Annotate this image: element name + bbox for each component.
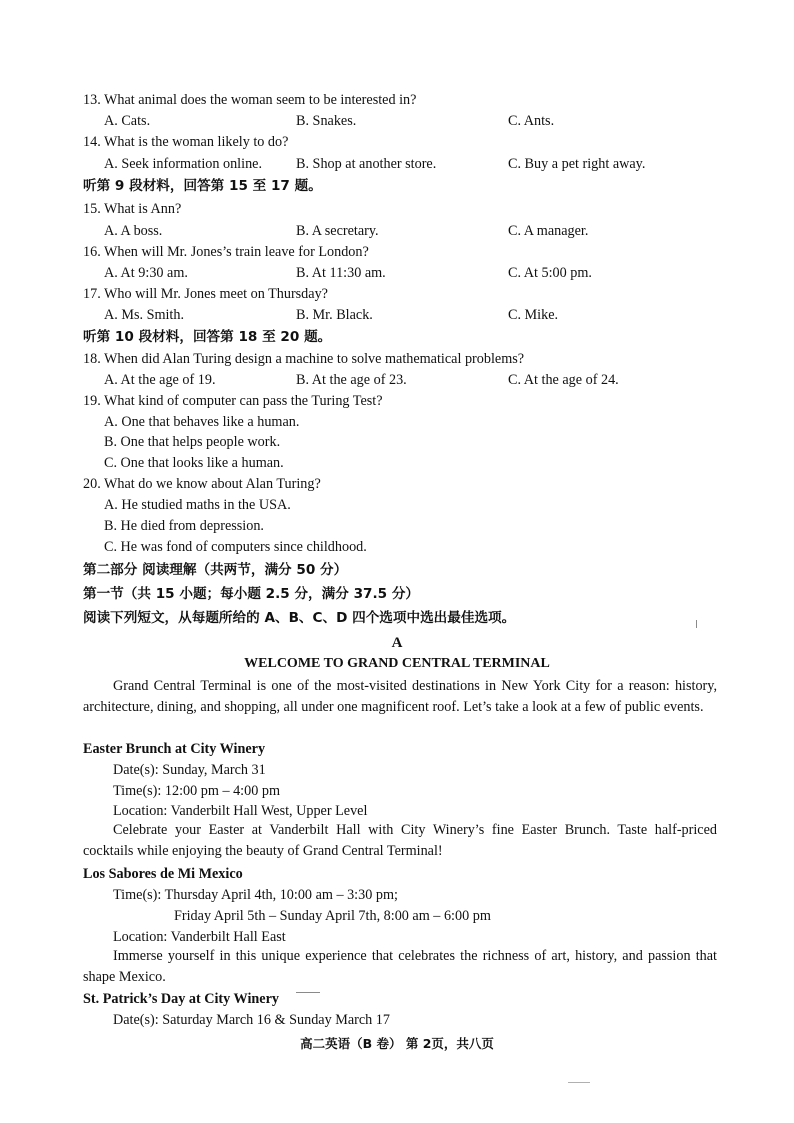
question-15-option-b: B. A secretary.: [296, 223, 379, 239]
reading-instruction: 阅读下列短文，从每题所给的 A、B、C、D 四个选项中选出最佳选项。: [83, 610, 516, 626]
question-13-stem: 13. What animal does the woman seem to be interested in?: [83, 92, 417, 108]
question-18-option-b: B. At the age of 23.: [296, 372, 407, 388]
event-1-times: Time(s): 12:00 pm – 4:00 pm: [113, 783, 280, 799]
question-18-option-a: A. At the age of 19.: [104, 372, 216, 388]
event-1-dates: Date(s): Sunday, March 31: [113, 762, 266, 778]
event-2-description: Immerse yourself in this unique experience that celebrates the richness of art, history, and passion that shape Mexico.: [83, 948, 717, 985]
question-17-option-a: A. Ms. Smith.: [104, 307, 185, 323]
question-15-option-a: A. A boss.: [104, 223, 163, 239]
question-20-stem: 20. What do we know about Alan Turing?: [83, 476, 321, 492]
event-2-times-continued: Friday April 5th – Sunday April 7th, 8:00 am – 6:00 pm: [174, 908, 491, 924]
question-20-option-c: C. He was fond of computers since childhood.: [104, 539, 367, 555]
question-13-option-b: B. Snakes.: [296, 113, 357, 129]
question-16-option-a: A. At 9:30 am.: [104, 265, 188, 281]
question-20-option-a: A. He studied maths in the USA.: [104, 497, 291, 513]
question-16-option-b: B. At 11:30 am.: [296, 265, 386, 281]
question-19-stem: 19. What kind of computer can pass the Turing Test?: [83, 393, 383, 409]
question-17-option-b: B. Mr. Black.: [296, 307, 373, 323]
question-19-option-c: C. One that looks like a human.: [104, 455, 284, 471]
passage-title: WELCOME TO GRAND CENTRAL TERMINAL: [244, 656, 550, 671]
section-10-instruction: 听第 10 段材料，回答第 18 至 20 题。: [83, 329, 332, 345]
event-3-dates: Date(s): Saturday March 16 & Sunday March 17: [113, 1012, 390, 1028]
question-14-option-c: C. Buy a pet right away.: [508, 156, 646, 172]
section-9-instruction: 听第 9 段材料，回答第 15 至 17 题。: [83, 178, 322, 194]
part-two-title: 第二部分 阅读理解（共两节，满分 50 分）: [83, 562, 348, 578]
question-17-stem: 17. Who will Mr. Jones meet on Thursday?: [83, 286, 328, 302]
scan-mark: [296, 992, 320, 993]
passage-intro: Grand Central Terminal is one of the most-visited destinations in New York City for a reason: history, architecture, dining, and shopping, all under one magnificent roof. Let’s take a look at a few of public events.: [83, 678, 717, 715]
question-15-stem: 15. What is Ann?: [83, 201, 182, 217]
event-1-location: Location: Vanderbilt Hall West, Upper Level: [113, 803, 368, 819]
page-footer: 高二英语（B 卷） 第 2页，共八页: [300, 1036, 494, 1051]
scan-mark: [696, 620, 697, 628]
event-2-times: Time(s): Thursday April 4th, 10:00 am – 3:30 pm;: [113, 887, 398, 903]
passage-letter: A: [391, 635, 403, 651]
event-2-location: Location: Vanderbilt Hall East: [113, 929, 286, 945]
scan-mark: [568, 1082, 590, 1083]
question-13-option-c: C. Ants.: [508, 113, 555, 129]
question-14-option-a: A. Seek information online.: [104, 156, 263, 172]
event-2-name: Los Sabores de Mi Mexico: [83, 866, 243, 882]
question-14-stem: 14. What is the woman likely to do?: [83, 134, 289, 150]
question-17-option-c: C. Mike.: [508, 307, 559, 323]
question-14-option-b: B. Shop at another store.: [296, 156, 437, 172]
event-3-name: St. Patrick’s Day at City Winery: [83, 991, 279, 1007]
section-one-title: 第一节（共 15 小题；每小题 2.5 分，满分 37.5 分）: [83, 586, 420, 602]
question-18-stem: 18. When did Alan Turing design a machine to solve mathematical problems?: [83, 351, 525, 367]
question-13-option-a: A. Cats.: [104, 113, 151, 129]
question-16-stem: 16. When will Mr. Jones’s train leave for London?: [83, 244, 369, 260]
question-19-option-a: A. One that behaves like a human.: [104, 414, 300, 430]
event-1-name: Easter Brunch at City Winery: [83, 741, 266, 757]
question-18-option-c: C. At the age of 24.: [508, 372, 619, 388]
event-1-description: Celebrate your Easter at Vanderbilt Hall with City Winery’s fine Easter Brunch. Taste half-priced cocktails while enjoying the beauty of Grand Central Terminal!: [83, 822, 717, 859]
question-16-option-c: C. At 5:00 pm.: [508, 265, 592, 281]
question-15-option-c: C. A manager.: [508, 223, 589, 239]
question-19-option-b: B. One that helps people work.: [104, 434, 281, 450]
question-20-option-b: B. He died from depression.: [104, 518, 264, 534]
